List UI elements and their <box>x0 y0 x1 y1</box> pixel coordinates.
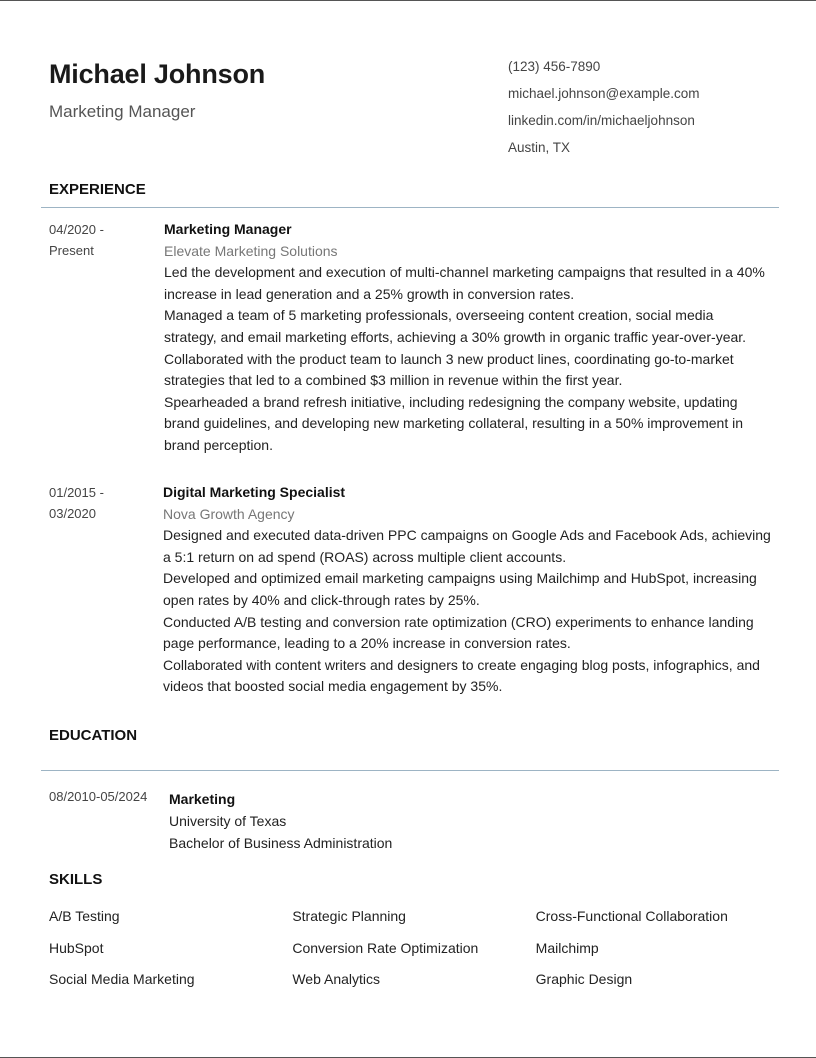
experience-dates <box>49 219 159 261</box>
education-divider <box>41 770 779 771</box>
skill-item: Strategic Planning <box>292 908 406 924</box>
description-line: increase in lead generation and a 25% growth in conversion rates. <box>164 285 575 302</box>
contact-email: michael.johnson@example.com <box>508 86 700 101</box>
description-line: a 5:1 return on ad spend (ROAS) across multiple client accounts. <box>163 548 567 565</box>
date-end: 03/2020 <box>49 506 96 521</box>
description-line: open rates by 40% and click-through rates by 25%. <box>163 591 480 608</box>
education-heading: EDUCATION <box>49 727 138 744</box>
description-line: Led the development and execution of multi-channel marketing campaigns that resulted in a 40% <box>164 264 765 281</box>
contact-linkedin: linkedin.com/in/michaeljohnson <box>508 113 695 128</box>
education-field: Marketing <box>169 791 236 807</box>
company-name: Nova Growth Agency <box>163 505 295 522</box>
experience-heading: EXPERIENCE <box>49 181 146 198</box>
date-end: Present <box>49 243 94 258</box>
description-line: brand guidelines, and developing new marketing collateral, resulting in a 50% improvement in <box>164 415 744 432</box>
contact-phone: (123) 456-7890 <box>508 59 601 74</box>
job-title: Digital Marketing Specialist <box>163 484 346 500</box>
date-start: 04/2020 - <box>49 222 104 237</box>
description-line: Collaborated with content writers and designers to create engaging blog posts, infographics, and <box>163 656 760 673</box>
skills-heading: SKILLS <box>49 871 103 888</box>
candidate-role: Marketing Manager <box>49 102 196 121</box>
description-line: Developed and optimized email marketing campaigns using Mailchimp and HubSpot, increasing <box>163 570 757 587</box>
skill-item: Social Media Marketing <box>49 971 195 987</box>
skills-row <box>49 971 779 1003</box>
job-title: Marketing Manager <box>164 221 292 237</box>
description-line: Managed a team of 5 marketing professionals, overseeing content creation, social media <box>164 307 714 324</box>
skill-item: HubSpot <box>49 939 104 956</box>
experience-details <box>164 219 765 457</box>
skills-grid <box>49 908 779 1003</box>
company-name: Elevate Marketing Solutions <box>164 242 338 259</box>
education-school: University of Texas <box>169 813 287 829</box>
description-line: Spearheaded a brand refresh initiative, including redesigning the company website, updating <box>164 393 738 410</box>
experience-divider <box>41 207 779 208</box>
skill-item: Conversion Rate Optimization <box>292 939 479 956</box>
skill-item: Mailchimp <box>535 939 599 956</box>
education-degree: Bachelor of Business Administration <box>169 835 393 851</box>
candidate-name: Michael Johnson <box>49 59 266 89</box>
description-line: Conducted A/B testing and conversion rate optimization (CRO) experiments to enhance landing <box>163 613 754 630</box>
skill-item: Web Analytics <box>292 971 380 987</box>
skill-item: Graphic Design <box>535 971 633 987</box>
description-line: Collaborated with the product team to launch 3 new product lines, coordinating go-to-market <box>164 350 734 367</box>
resume-header <box>49 59 265 122</box>
description-line: strategies that led to a combined $3 million in revenue within the first year. <box>164 372 623 389</box>
skills-row <box>49 908 779 940</box>
date-start: 01/2015 - <box>49 485 104 500</box>
skill-item: A/B Testing <box>49 908 120 924</box>
description-line: strategy, and email marketing efforts, achieving a 30% growth in organic traffic year-over-year. <box>164 328 747 345</box>
description-line: page performance, leading to a 20% increase in conversion rates. <box>163 635 571 652</box>
education-details <box>169 788 392 854</box>
skills-row <box>49 940 779 972</box>
description-line: videos that boosted social media engagement by 35%. <box>163 678 503 695</box>
description-line: Designed and executed data-driven PPC campaigns on Google Ads and Facebook Ads, achieving <box>163 527 771 544</box>
education-dates: 08/2010-05/2024 <box>49 789 148 804</box>
contact-location: Austin, TX <box>508 140 571 155</box>
experience-dates <box>49 482 159 524</box>
contact-info <box>508 58 700 166</box>
description-line: brand perception. <box>164 436 273 453</box>
experience-details <box>163 482 771 698</box>
skill-item: Cross-Functional Collaboration <box>535 908 728 924</box>
